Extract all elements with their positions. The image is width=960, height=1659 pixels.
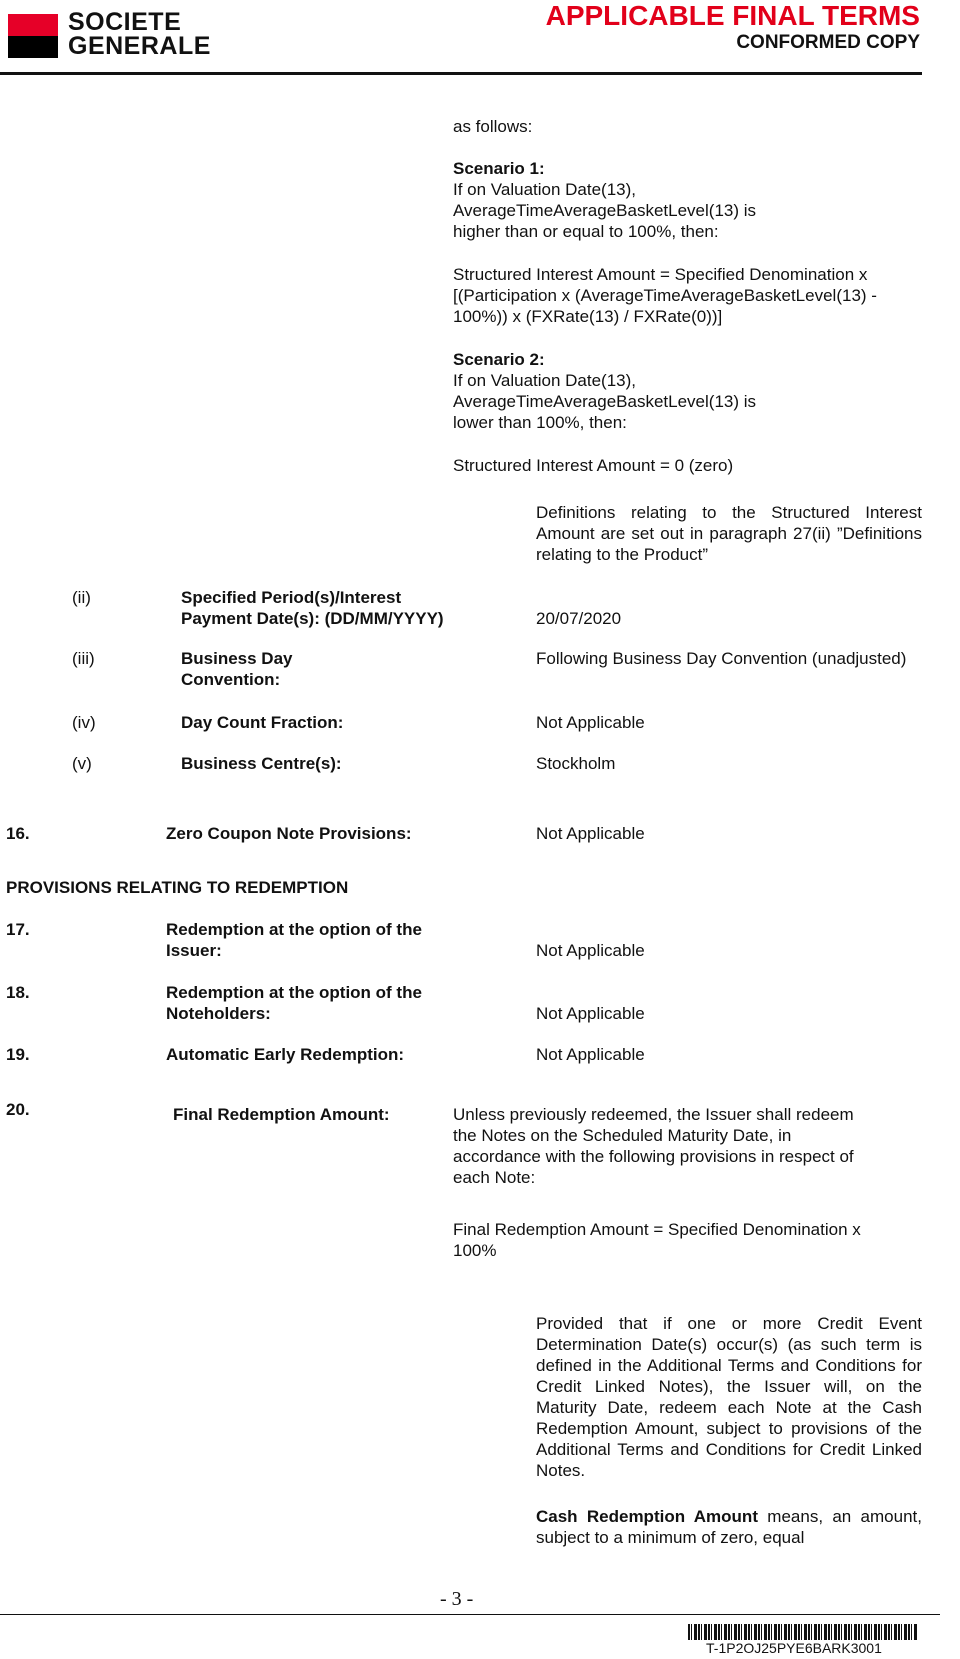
barcode-text: T-1P2OJ25PYE6BARK3001 <box>706 1640 882 1656</box>
item-16-label: Zero Coupon Note Provisions: <box>166 824 412 843</box>
scenario2-line3: lower than 100%, then: <box>453 413 627 432</box>
item-17-label-line1: Redemption at the option of the <box>166 920 422 939</box>
item-20-paragraph1 <box>453 1104 923 1188</box>
scenario2-block <box>453 349 923 433</box>
item-17-label-line2: Issuer: <box>166 941 222 960</box>
scenario1-title: Scenario 1: <box>453 159 545 178</box>
formula2-text: Structured Interest Amount = 0 (zero) <box>453 456 734 475</box>
item-16-value: Not Applicable <box>536 824 645 843</box>
item-20-label: Final Redemption Amount: <box>173 1105 390 1124</box>
scenario1-line1: If on Valuation Date(13), <box>453 180 637 199</box>
formula1-line3: 100%)) x (FXRate(13) / FXRate(0))] <box>453 307 723 326</box>
logo-line2: GENERALE <box>68 32 211 60</box>
logo-wordmark <box>68 10 211 58</box>
cash-redemption-definition: means, an amount, subject to a minimum of zero, equal <box>536 1507 922 1547</box>
definitions-text: Definitions relating to the Structured Interest Amount are set out in paragraph 27(ii) ”Definitions relating to the Product” <box>536 503 922 564</box>
item-20-paragraph2 <box>453 1219 923 1261</box>
scenario1-line2: AverageTimeAverageBasketLevel(13) is <box>453 201 757 220</box>
item-iv-value: Not Applicable <box>536 713 645 732</box>
item-18-label-line2: Noteholders: <box>166 1004 271 1023</box>
item-18-number: 18. <box>6 983 30 1002</box>
item-ii-value: 20/07/2020 <box>536 609 622 628</box>
item-iv-number: (iv) <box>72 713 96 732</box>
item-v-label: Business Centre(s): <box>181 754 342 773</box>
formula1-line2: [(Participation x (AverageTimeAverageBasketLevel(13) - <box>453 286 877 305</box>
scenario2-title: Scenario 2: <box>453 350 545 369</box>
item-ii-number: (ii) <box>72 588 91 607</box>
formula1-block <box>453 264 923 327</box>
item-20-p2-line1: Final Redemption Amount = Specified Denomination x <box>453 1220 861 1239</box>
item-iii-value: Following Business Day Convention (unadjusted) <box>536 649 907 668</box>
item-16-number: 16. <box>6 824 30 843</box>
page-number: - 3 - <box>440 1588 474 1610</box>
item-ii-label-line2: Payment Date(s): (DD/MM/YYYY) <box>181 609 444 628</box>
scenario2-line2: AverageTimeAverageBasketLevel(13) is <box>453 392 757 411</box>
item-20-p1-line1: Unless previously redeemed, the Issuer shall redeem <box>453 1105 854 1124</box>
item-20-paragraph4 <box>536 1506 922 1548</box>
societe-generale-logo <box>8 14 58 58</box>
item-19-number: 19. <box>6 1045 30 1064</box>
barcode-image <box>688 1624 918 1640</box>
section-heading: PROVISIONS RELATING TO REDEMPTION <box>6 878 349 897</box>
scenario2-line1: If on Valuation Date(13), <box>453 371 637 390</box>
item-20-number: 20. <box>6 1100 30 1119</box>
item-ii-label <box>181 587 444 629</box>
intro-text: as follows: <box>453 117 533 136</box>
item-20-p2-line2: 100% <box>453 1241 497 1260</box>
item-20-paragraph3: Provided that if one or more Credit Event Determination Date(s) occur(s) (as such term is defined in the Additional Terms and Conditions for Credit Linked Notes), the Issuer will, on the Maturity Date, redeem each Note at the Cash Redemption Amount, subject to provisions of the Additional Terms and Conditions for Credit Linked Notes. <box>536 1314 922 1480</box>
scenario1-line3: higher than or equal to 100%, then: <box>453 222 719 241</box>
cash-redemption-term: Cash Redemption Amount <box>536 1507 758 1526</box>
item-20-p1-line2: the Notes on the Scheduled Maturity Date, in <box>453 1126 792 1145</box>
logo-line1: SOCIETE <box>68 8 182 36</box>
header-divider <box>0 72 922 75</box>
item-17-label <box>166 919 422 961</box>
item-ii-label-line1: Specified Period(s)/Interest <box>181 588 402 607</box>
footer-divider <box>0 1614 940 1615</box>
document-title: APPLICABLE FINAL TERMS <box>545 0 920 31</box>
item-v-value: Stockholm <box>536 754 616 773</box>
item-iii-label <box>181 648 293 690</box>
item-v-number: (v) <box>72 754 92 773</box>
item-iv-label: Day Count Fraction: <box>181 713 344 732</box>
item-iii-label-line2: Convention: <box>181 670 281 689</box>
item-18-value: Not Applicable <box>536 1004 645 1023</box>
item-19-label: Automatic Early Redemption: <box>166 1045 405 1064</box>
document-subtitle: CONFORMED COPY <box>736 32 920 53</box>
item-17-number: 17. <box>6 920 30 939</box>
item-19-value: Not Applicable <box>536 1045 645 1064</box>
item-iii-number: (iii) <box>72 649 95 668</box>
item-18-label-line1: Redemption at the option of the <box>166 983 422 1002</box>
item-20-p1-line4: each Note: <box>453 1168 536 1187</box>
scenario1-block <box>453 158 923 242</box>
item-18-label <box>166 982 422 1024</box>
formula1-line1: Structured Interest Amount = Specified Denomination x <box>453 265 868 284</box>
item-17-value: Not Applicable <box>536 941 645 960</box>
item-iii-label-line1: Business Day <box>181 649 293 668</box>
item-20-p1-line3: accordance with the following provisions in respect of <box>453 1147 854 1166</box>
